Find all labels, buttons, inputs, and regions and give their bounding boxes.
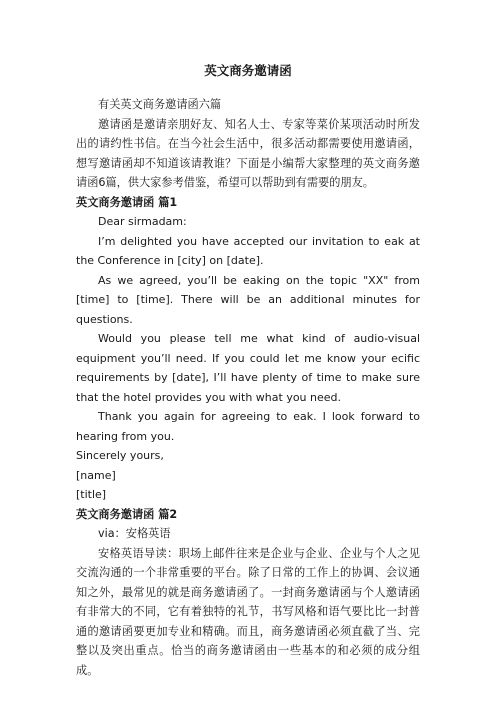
- letter-signer-name: [name]: [76, 468, 116, 482]
- section-heading-1: 英文商务邀请函 篇1: [76, 195, 178, 209]
- document-body: [76, 95, 420, 680]
- letter-paragraph: As we agreed, you’ll be eaking on the topic "XX" from [time] to [time]. There will be an additional minutes for questions.: [76, 273, 420, 326]
- letter-signer-title: [title]: [76, 488, 107, 501]
- letter-closing: Sincerely yours,: [76, 449, 164, 462]
- source-line: via：安格英语: [98, 527, 171, 540]
- letter-paragraph: I’m delighted you have accepted our invitation to eak at the Conference in [city] on [date].: [76, 234, 420, 267]
- intro-line: 有关英文商务邀请函六篇: [98, 98, 222, 111]
- letter-paragraph: Would you please tell me what kind of audio-visual equipment you’ll need. If you could let me know your ecific requirements by [date], I’ll have plenty of time to make sure that the hotel provides you with what you need.: [76, 332, 420, 404]
- intro-paragraph: 邀请函是邀请亲朋好友、知名人士、专家等菜价某项活动时所发出的请约性书信。在当今社会生活中，很多活动都需要使用邀请函，想写邀请函却不知道该请教谁？下面是小编帮大家整理的英文商务邀请函6篇，供大家参考借鉴，希望可以帮助到有需要的朋友。: [76, 117, 420, 189]
- letter-paragraph: Thank you again for agreeing to eak. I look forward to hearing from you.: [76, 410, 420, 443]
- letter-salutation: Dear sirmadam:: [98, 215, 187, 228]
- section2-paragraph: 安格英语导读：职场上邮件往来是企业与企业、企业与个人之见交流沟通的一个非常重要的平台。除了日常的工作上的协调、会议通知之外，最常见的就是商务邀请函了。一封商务邀请函与个人邀请函有非常大的不同，它有着独特的礼节，书写风格和语气要比比一封普通的邀请函要更加专业和精确。而且，商务邀请函必须直截了当、完整以及突出重点。恰当的商务邀请函由一些基本的和必须的成分组成。: [76, 546, 420, 677]
- document-title: 英文商务邀请函: [204, 63, 292, 78]
- section-heading-2: 英文商务邀请函 篇2: [76, 507, 178, 521]
